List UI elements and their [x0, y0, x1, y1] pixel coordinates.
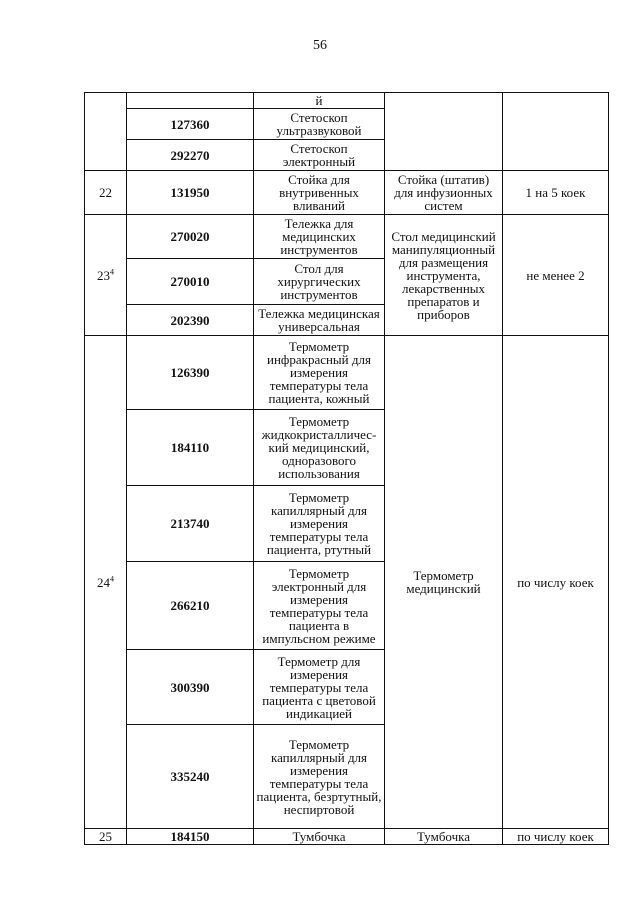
name-cell: Тележка медицинская универсальная [254, 305, 385, 336]
code-cell: 202390 [127, 305, 254, 336]
name-cell: Стетоскоп ультразвуковой [254, 109, 385, 140]
footnote-mark: 4 [110, 574, 114, 584]
type-cell: Тумбочка [385, 829, 503, 845]
equipment-table [84, 92, 609, 845]
qty-cell: 1 на 5 коек [503, 171, 609, 215]
table-row [85, 93, 609, 109]
type-cell: Термометр медицинский [385, 336, 503, 829]
code-cell: 300390 [127, 650, 254, 725]
code-cell: 184110 [127, 410, 254, 486]
code-cell: 270010 [127, 259, 254, 305]
row-number-cell: 22 [85, 171, 127, 215]
name-cell: Стойка для внутривенных вливаний [254, 171, 385, 215]
code-cell [127, 93, 254, 109]
name-cell: Термометр инфракрасный для измерения температуры тела пациента, кожный [254, 336, 385, 410]
table-row [85, 336, 609, 410]
row-number-cell: $23^4$ [85, 215, 127, 336]
name-cell: Тележка для медицинских инструментов [254, 215, 385, 259]
page-number: 56 [313, 38, 327, 53]
code-cell: 213740 [127, 486, 254, 562]
code-cell: 266210 [127, 562, 254, 650]
table-row [85, 171, 609, 215]
table-row [85, 829, 609, 845]
qty-cell: не менее 2 [503, 215, 609, 336]
name-cell: Термометр для измерения температуры тела пациента с цветовой индикацией [254, 650, 385, 725]
code-cell: 126390 [127, 336, 254, 410]
qty-cell: по числу коек [503, 336, 609, 829]
code-cell: 335240 [127, 725, 254, 829]
row-number-cell: 25 [85, 829, 127, 845]
type-cell: Стол медицинский манипуляционный для размещения инструмента, лекарственных препаратов и приборов [385, 215, 503, 336]
code-cell: 184150 [127, 829, 254, 845]
row-number-cell [85, 93, 127, 171]
name-cell: й [254, 93, 385, 109]
code-cell: 270020 [127, 215, 254, 259]
name-cell: Стол для хирургических инструментов [254, 259, 385, 305]
qty-cell [503, 93, 609, 171]
type-cell [385, 93, 503, 171]
name-cell: Тумбочка [254, 829, 385, 845]
qty-cell: по числу коек [503, 829, 609, 845]
code-cell: 131950 [127, 171, 254, 215]
name-cell: Термометр жидкокристалличес-кий медицинский, одноразового использования [254, 410, 385, 486]
type-cell: Стойка (штатив) для инфузионных систем [385, 171, 503, 215]
footnote-mark: 4 [110, 267, 114, 277]
name-cell: Термометр капиллярный для измерения температуры тела пациента, ртутный [254, 486, 385, 562]
name-cell: Стетоскоп электронный [254, 140, 385, 171]
name-cell: Термометр капиллярный для измерения температуры тела пациента, безртутный, неспиртовой [254, 725, 385, 829]
code-cell: 127360 [127, 109, 254, 140]
name-cell: Термометр электронный для измерения температуры тела пациента в импульсном режиме [254, 562, 385, 650]
code-cell: 292270 [127, 140, 254, 171]
row-number-cell: $24^4$ [85, 336, 127, 829]
table-row [85, 215, 609, 259]
